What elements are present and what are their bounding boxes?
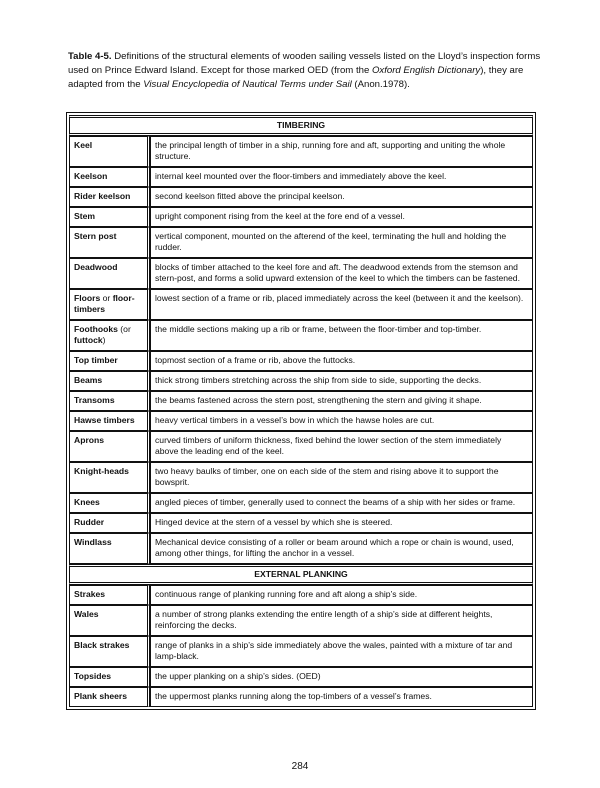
- table-row: [69, 605, 533, 636]
- term-cell: Keelson: [69, 167, 150, 187]
- table-caption: [68, 50, 546, 92]
- table-row: [69, 636, 533, 667]
- definition-cell: two heavy baulks of timber, one on each side of the stem and rising above it to support the bowsprit.: [150, 462, 533, 493]
- table-row: [69, 462, 533, 493]
- term-cell: Strakes: [69, 585, 150, 605]
- table-row: [69, 207, 533, 227]
- definition-cell: internal keel mounted over the floor-timbers and immediately above the keel.: [150, 167, 533, 187]
- definition-cell: topmost section of a frame or rib, above the futtocks.: [150, 351, 533, 371]
- term-connector: or: [100, 293, 113, 303]
- section-external-planking: EXTERNAL PLANKING: [69, 564, 533, 585]
- term-closing-paren: ): [102, 335, 106, 345]
- definition-cell: the upper planking on a ship’s sides. (OED): [150, 667, 533, 687]
- definition-cell: the uppermost planks running along the top-timbers of a vessel’s frames.: [150, 687, 533, 707]
- definition-cell: continuous range of planking running fore and aft along a ship’s side.: [150, 585, 533, 605]
- definition-cell: thick strong timbers stretching across the ship from side to side, supporting the decks.: [150, 371, 533, 391]
- definition-cell: the middle sections making up a rib or frame, between the floor-timber and top-timber.: [150, 320, 533, 351]
- table-row: [69, 187, 533, 207]
- term-cell: [69, 289, 150, 320]
- term-cell: Black strakes: [69, 636, 150, 667]
- term-futtock: futtock: [74, 335, 103, 345]
- term-cell: Knees: [69, 493, 150, 513]
- table-row: [69, 227, 533, 258]
- caption-label: Table 4-5.: [68, 51, 112, 62]
- definitions-table-frame: [66, 112, 536, 710]
- term-cell: Topsides: [69, 667, 150, 687]
- term-cell: Wales: [69, 605, 150, 636]
- table-row: [69, 320, 533, 351]
- caption-text-3: (Anon.1978).: [351, 79, 410, 90]
- term-cell: Rider keelson: [69, 187, 150, 207]
- definition-cell: Mechanical device consisting of a roller or beam around which a rope or chain is wound, used, among other things, for lifting the anchor in a vessel.: [150, 533, 533, 564]
- table-row: [69, 391, 533, 411]
- table-row: [69, 431, 533, 462]
- definition-cell: curved timbers of uniform thickness, fixed behind the lower section of the stem immediately above the leading end of the keel.: [150, 431, 533, 462]
- section-timbering: TIMBERING: [69, 115, 533, 136]
- table-row: [69, 258, 533, 289]
- section-header-row: [69, 115, 533, 136]
- term-cell: Deadwood: [69, 258, 150, 289]
- term-floor-timbers: floor-timbers: [74, 293, 135, 314]
- term-foothooks: Foothooks: [74, 324, 118, 334]
- definition-cell: vertical component, mounted on the afterend of the keel, terminating the hull and holding the rudder.: [150, 227, 533, 258]
- definition-cell: lowest section of a frame or rib, placed immediately across the keel (between it and the keelson).: [150, 289, 533, 320]
- definition-cell: the principal length of timber in a ship, running fore and aft, supporting and uniting the whole structure.: [150, 136, 533, 167]
- page-number: 284: [291, 761, 309, 772]
- table-row: [69, 167, 533, 187]
- term-cell: Hawse timbers: [69, 411, 150, 431]
- term-cell: Stem: [69, 207, 150, 227]
- caption-italic-source: Visual Encyclopedia of Nautical Terms under Sail: [143, 79, 352, 90]
- term-cell: Aprons: [69, 431, 150, 462]
- term-cell: Beams: [69, 371, 150, 391]
- term-cell: Top timber: [69, 351, 150, 371]
- term-cell: Knight-heads: [69, 462, 150, 493]
- term-connector: (or: [117, 324, 131, 334]
- caption-text-1: Definitions of the structural elements of wooden sailing vessels listed on the Lloyd’s inspection forms used on Prince Edward Island. Except for those marked OED (from the: [68, 51, 541, 76]
- section-header-row: [69, 564, 533, 585]
- definition-cell: a number of strong planks extending the entire length of a ship’s side at different heights, reinforcing the decks.: [150, 605, 533, 636]
- definition-cell: angled pieces of timber, generally used to connect the beams of a ship with her sides or frame.: [150, 493, 533, 513]
- definition-cell: heavy vertical timbers in a vessel’s bow in which the hawse holes are cut.: [150, 411, 533, 431]
- table-row: [69, 371, 533, 391]
- table-row: [69, 493, 533, 513]
- term-cell: Plank sheers: [69, 687, 150, 707]
- definition-cell: blocks of timber attached to the keel fore and aft. The deadwood extends from the stemson and stern-post, and forms a solid upward extension of the keel to which the timbers can be fastened.: [150, 258, 533, 289]
- table-row: [69, 136, 533, 167]
- caption-text-2: ), they are adapted from the: [68, 65, 524, 90]
- table-row: [69, 513, 533, 533]
- term-cell: Transoms: [69, 391, 150, 411]
- definition-cell: Hinged device at the stern of a vessel by which she is steered.: [150, 513, 533, 533]
- definitions-table: [69, 115, 533, 707]
- term-cell: Rudder: [69, 513, 150, 533]
- table-row: [69, 411, 533, 431]
- definition-cell: range of planks in a ship’s side immediately above the wales, painted with a mixture of tar and lamp-black.: [150, 636, 533, 667]
- term-floors: Floors: [74, 293, 101, 303]
- term-cell: Windlass: [69, 533, 150, 564]
- term-cell: Stern post: [69, 227, 150, 258]
- term-cell: [69, 320, 150, 351]
- definition-cell: the beams fastened across the stern post, strengthening the stern and giving it shape.: [150, 391, 533, 411]
- table-row: [69, 533, 533, 564]
- table-row: [69, 687, 533, 707]
- caption-italic-oed: Oxford English Dictionary: [371, 65, 481, 76]
- definition-cell: second keelson fitted above the principal keelson.: [150, 187, 533, 207]
- table-row: [69, 585, 533, 605]
- term-cell: Keel: [69, 136, 150, 167]
- table-row: [69, 667, 533, 687]
- table-row: [69, 289, 533, 320]
- definition-cell: upright component rising from the keel at the fore end of a vessel.: [150, 207, 533, 227]
- table-row: [69, 351, 533, 371]
